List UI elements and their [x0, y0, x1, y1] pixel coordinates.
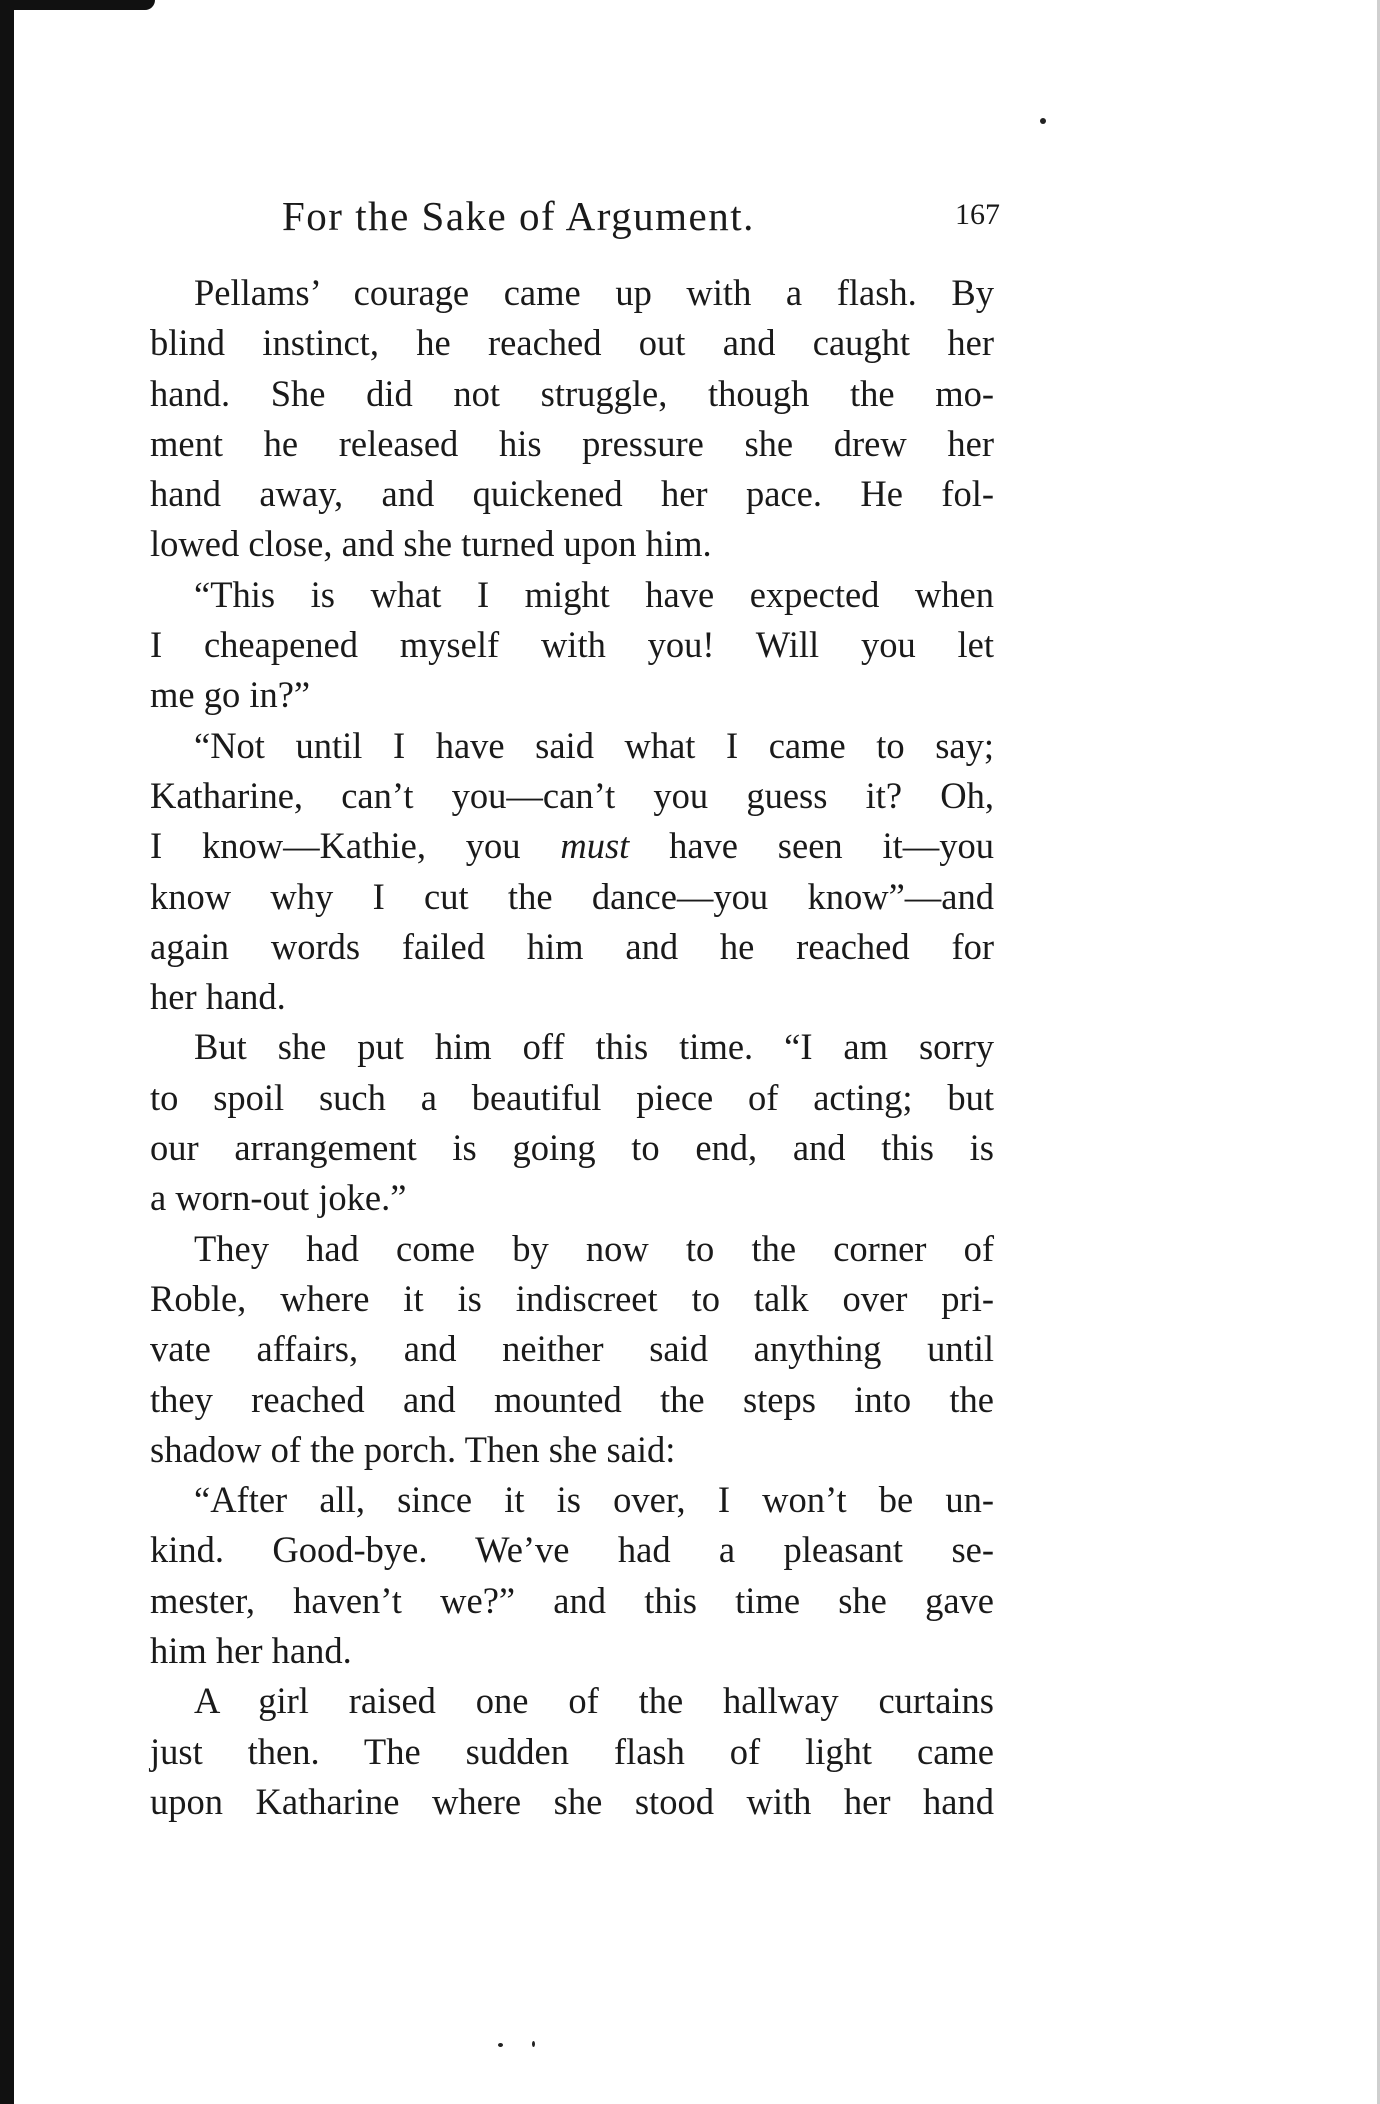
text-line: blind instinct, he reached out and caught her [150, 322, 994, 364]
page-corner-shadow [0, 0, 155, 10]
text-line: Roble, where it is indiscreet to talk over pri- [150, 1277, 994, 1319]
paragraph [150, 721, 994, 1023]
text-line: hand. She did not struggle, though the mo- [150, 372, 994, 414]
text-line: “Not until I have said what I came to say; [194, 724, 994, 766]
text-line: ment he released his pressure she drew her [150, 422, 994, 464]
scan-speck [498, 2043, 503, 2047]
text-line: They had come by now to the corner of [194, 1227, 994, 1269]
running-title: For the Sake of Argument. [282, 193, 755, 239]
text-line: me go in?” [150, 674, 311, 716]
text-line: just then. The sudden flash of light came [150, 1730, 994, 1772]
text-line: kind. Good-bye. We’ve had a pleasant se- [150, 1529, 994, 1571]
scan-speck [532, 2041, 535, 2047]
text-line: our arrangement is going to end, and this is [150, 1127, 994, 1169]
body-text [150, 268, 994, 1827]
emphasized-word: must [560, 825, 630, 867]
scan-speck [1040, 118, 1046, 124]
text-line: I cheapened myself with you! Will you let [150, 624, 994, 666]
paragraph [150, 570, 994, 721]
text-line: But she put him off this time. “I am sorry [194, 1026, 994, 1068]
paragraph [150, 1676, 994, 1827]
text-line: hand away, and quickened her pace. He fol- [150, 473, 994, 515]
paragraph [150, 1022, 994, 1223]
paragraph [150, 268, 994, 570]
text-line: vate affairs, and neither said anything until [150, 1328, 994, 1370]
text-line: Katharine, can’t you—can’t you guess it? Oh, [150, 774, 994, 816]
text-line: lowed close, and she turned upon him. [150, 523, 712, 565]
text-line: A girl raised one of the hallway curtains [194, 1680, 994, 1722]
paragraph [150, 1475, 994, 1676]
text-line: they reached and mounted the steps into the [150, 1378, 994, 1420]
text-line: mester, haven’t we?” and this time she gave [150, 1579, 994, 1621]
text-line: “After all, since it is over, I won’t be un- [194, 1479, 994, 1521]
text-fragment: I know—Kathie, you [150, 825, 561, 867]
text-line: her hand. [150, 976, 286, 1018]
text-line: a worn-out joke.” [150, 1177, 407, 1219]
text-line: “This is what I might have expected when [194, 573, 994, 615]
paragraph [150, 1224, 994, 1475]
text-line: him her hand. [150, 1630, 352, 1672]
page-binding-shadow [0, 0, 14, 2104]
text-line: upon Katharine where she stood with her hand [150, 1780, 994, 1822]
running-head [150, 192, 1000, 248]
text-line: know why I cut the dance—you know”—and [150, 875, 994, 917]
page-number: 167 [955, 198, 1000, 231]
text-line: shadow of the porch. Then she said: [150, 1428, 676, 1470]
text-line: to spoil such a beautiful piece of acting; but [150, 1076, 994, 1118]
text-fragment: have seen it—you [629, 825, 994, 867]
text-line: again words failed him and he reached for [150, 925, 994, 967]
text-line: Pellams’ courage came up with a flash. By [194, 272, 994, 313]
text-line [150, 821, 994, 871]
